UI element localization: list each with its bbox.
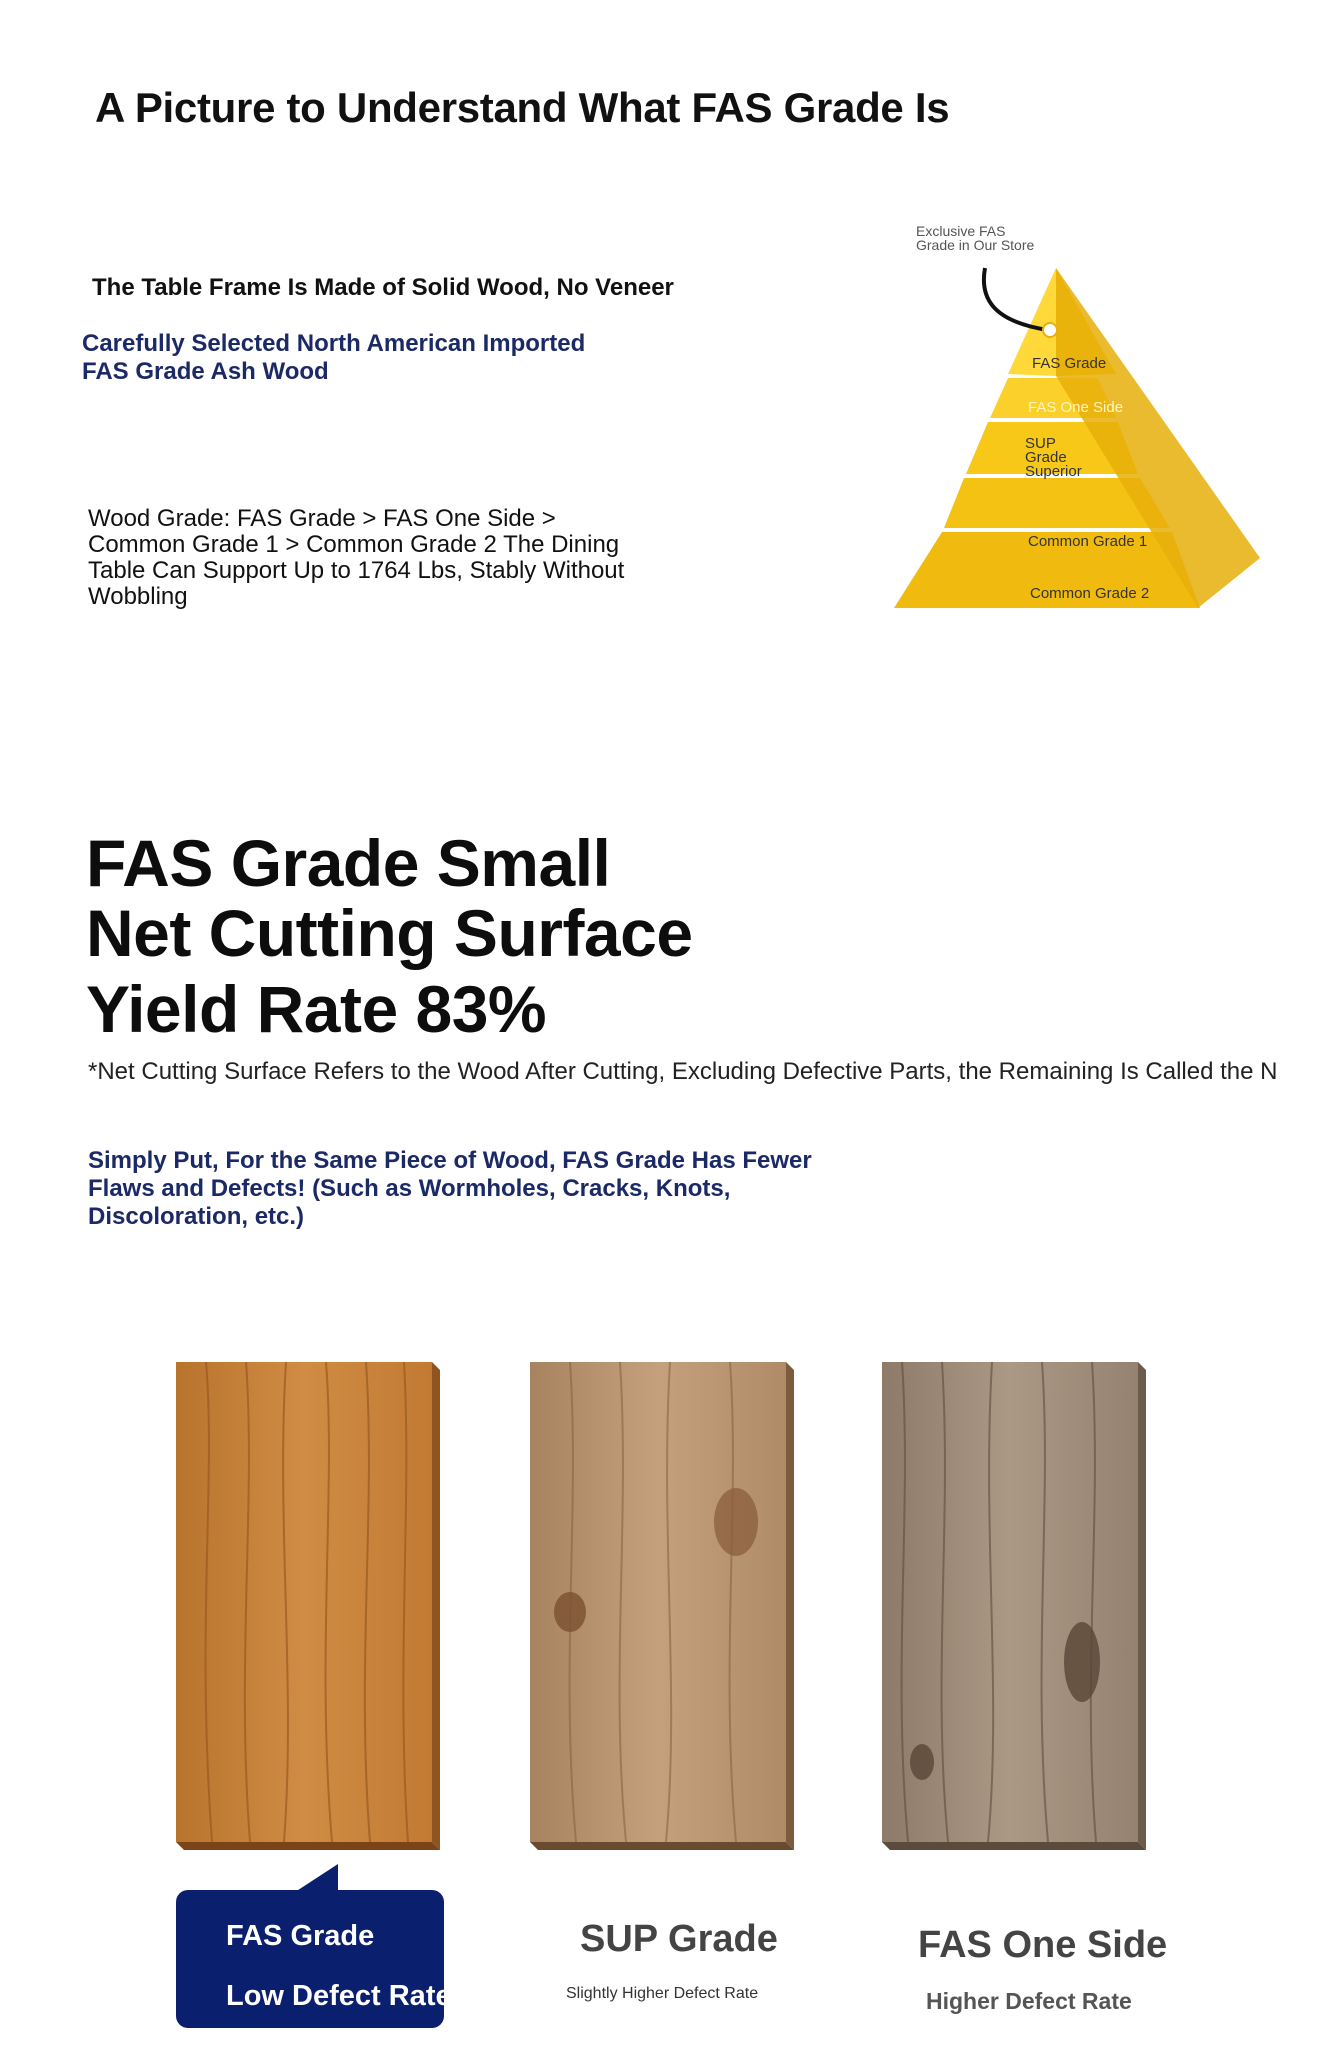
tier-label-fas-one-side: FAS One Side [1028, 399, 1124, 416]
ash-line-1: Carefully Selected North American Imported [82, 330, 586, 357]
frame-heading: The Table Frame Is Made of Solid Wood, No Veneer [92, 274, 674, 301]
sup-grade-title: SUP Grade [580, 1918, 778, 1960]
tier-label-grade: Grade [1025, 449, 1067, 466]
tier-label-common-1: Common Grade 1 [1028, 533, 1148, 550]
yield-line-1: FAS Grade Small [86, 826, 611, 900]
grade-description: Wood Grade: FAS Grade > FAS One Side > Common Grade 1 > Common Grade 2 The Dining Table Can Support Up to 1764 Lbs, Stably Without Wobbling [88, 505, 625, 610]
ash-line-2: FAS Grade Ash Wood [82, 358, 329, 385]
fas-grade-subtitle: Low Defect Rate [226, 1980, 452, 2012]
yield-line-3: Yield Rate 83% [86, 972, 547, 1046]
fas-grade-plank-image [176, 1362, 440, 1850]
fas-grade-title: FAS Grade [226, 1920, 375, 1952]
fas-one-side-plank-image [882, 1362, 1146, 1850]
callout-line-2: Grade in Our Store [916, 237, 1035, 253]
tier-label-fas: FAS Grade [1032, 355, 1107, 372]
fas-one-side-subtitle: Higher Defect Rate [926, 1988, 1132, 2014]
callout-line-1: Exclusive FAS [916, 226, 1006, 239]
ash-wood-heading [82, 330, 585, 386]
sup-grade-subtitle: Slightly Higher Defect Rate [566, 1985, 759, 2002]
tier-label-superior: Superior [1025, 463, 1082, 480]
tier-label-common-2: Common Grade 2 [1030, 585, 1150, 602]
tier-label-sup: SUP [1025, 435, 1056, 452]
callout-dot [1043, 323, 1057, 337]
simply-put-text: Simply Put, For the Same Piece of Wood, FAS Grade Has Fewer Flaws and Defects! (Such as Wormholes, Cracks, Knots, Discoloration, etc.) [88, 1147, 812, 1230]
page-title: A Picture to Understand What FAS Grade Is [95, 84, 950, 131]
net-cutting-note: *Net Cutting Surface Refers to the Wood After Cutting, Excluding Defective Parts, the Remaining Is Called the N [88, 1058, 1278, 1085]
sup-grade-plank-image [530, 1362, 794, 1850]
yield-line-2: Net Cutting Surface [86, 896, 693, 970]
grade-pyramid [880, 226, 1280, 626]
yield-heading [86, 828, 693, 1044]
fas-one-side-title: FAS One Side [918, 1924, 1168, 1966]
